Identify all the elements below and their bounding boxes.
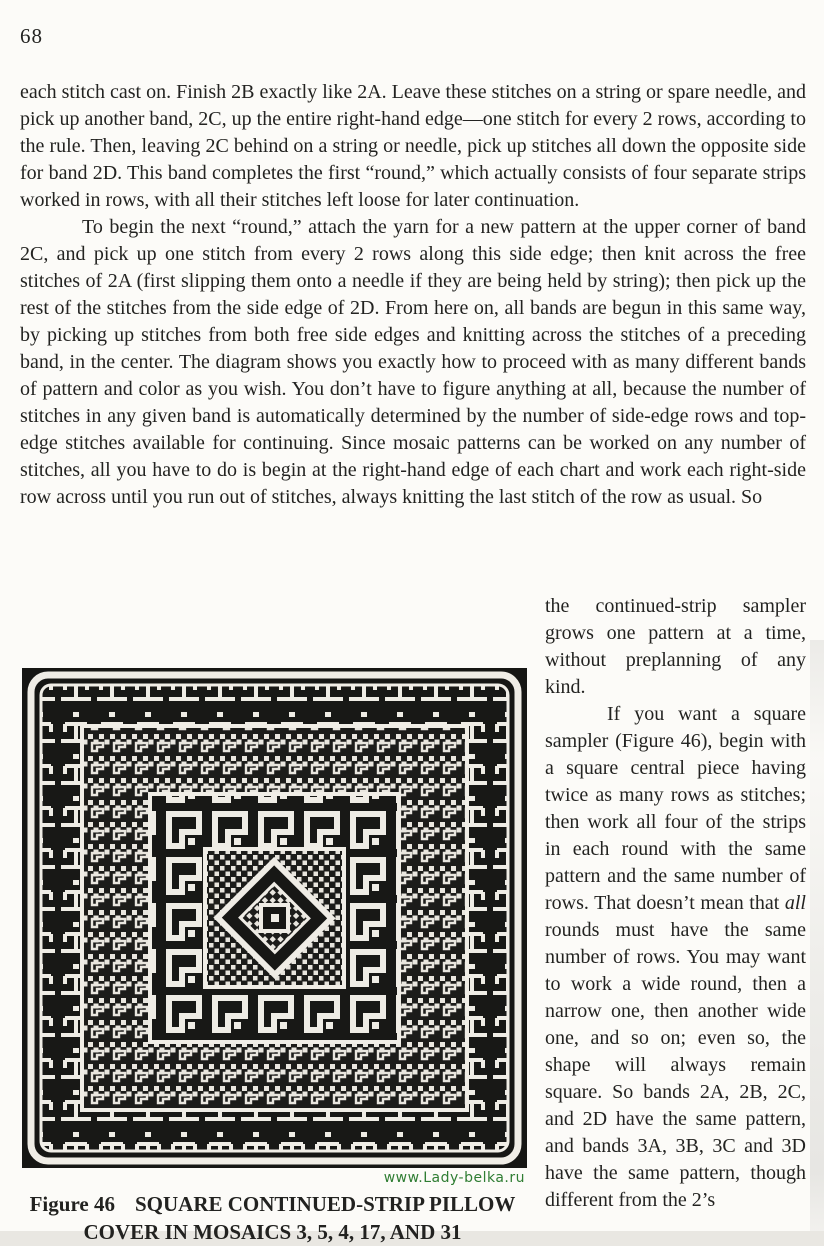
figure-column	[20, 593, 527, 1246]
paragraph-2-full-width: To begin the next “round,” attach the yarn for a new pattern at the upper corner of band 2C, and pick up one stitch from every 2 rows along this side edge; then knit across the free stitches of 2A (first slipping them onto a needle if they are being held by string); then pick up the rest of the stitches from the side edge of 2D. From here on, all bands are begun in this same way, by picking up stitches from both free side edges and knitting across the stitches of a preceding band, in the center. The diagram shows you exactly how to proceed with as many different bands of pattern and color as you wish. You don’t have to figure anything at all, because the number of stitches in any given band is automatically determined by the number of side-edge rows and top-edge stitches available for continuing. Since mosaic patterns can be worked on any number of stitches, all you have to do is begin at the right-hand edge of each chart and work each right-side row across until you run out of stitches, always knitting the last stitch of the row as usual. So	[20, 216, 806, 508]
main-text-block	[20, 79, 806, 511]
figure-46	[20, 668, 527, 1246]
paragraph-3-italic-word: all	[784, 892, 806, 914]
figure-caption-line2: COVER IN MOSAICS 3, 5, 4, 17, AND 31	[83, 1220, 462, 1244]
watermark: www.Lady-belka.ru	[383, 1170, 525, 1186]
right-text-column	[545, 593, 806, 1246]
figure-caption	[20, 1190, 525, 1246]
two-column-section	[20, 593, 806, 1246]
paragraph-2-column-continuation: the continued-strip sampler grows one pattern at a time, without preplanning of any kind.	[545, 595, 806, 698]
figure-caption-line1: SQUARE CONTINUED-STRIP PILLOW	[134, 1192, 516, 1216]
pillow-photo-illustration	[22, 668, 527, 1168]
figure-caption-label: Figure 46	[29, 1192, 115, 1216]
paragraph-3-text: If you want a square sampler (Figure 46), begin with a square central piece having twice as many rows as stitches; then work all four of the strips in each round with the same pattern and the same number of rows. That doesn’t mean that	[545, 703, 806, 914]
paragraph-1: each stitch cast on. Finish 2B exactly like 2A. Leave these stitches on a string or spare needle, and pick up another band, 2C, up the entire right-hand edge—one stitch for every 2 rows, according to the rule. Then, leaving 2C behind on a string or needle, pick up stitches all down the opposite side for band 2D. This band completes the first “round,” which actually consists of four separate strips worked in rows, with all their stitches left loose for later continuation.	[20, 81, 806, 211]
page-number: 68	[20, 24, 43, 48]
pillow-cover-photo	[22, 668, 527, 1168]
paragraph-3-text-after: rounds must have the same number of rows. You may want to work a wide round, then a narrow one, then another wide one, and so on; even so, the shape will always remain square. So bands 2A, 2B, 2C, and 2D have the same pattern, and bands 3A, 3B, 3C and 3D have the same pattern, though different from the 2’s	[545, 919, 806, 1211]
paragraph-3	[545, 701, 806, 1214]
scan-edge-artifact	[810, 640, 824, 1231]
